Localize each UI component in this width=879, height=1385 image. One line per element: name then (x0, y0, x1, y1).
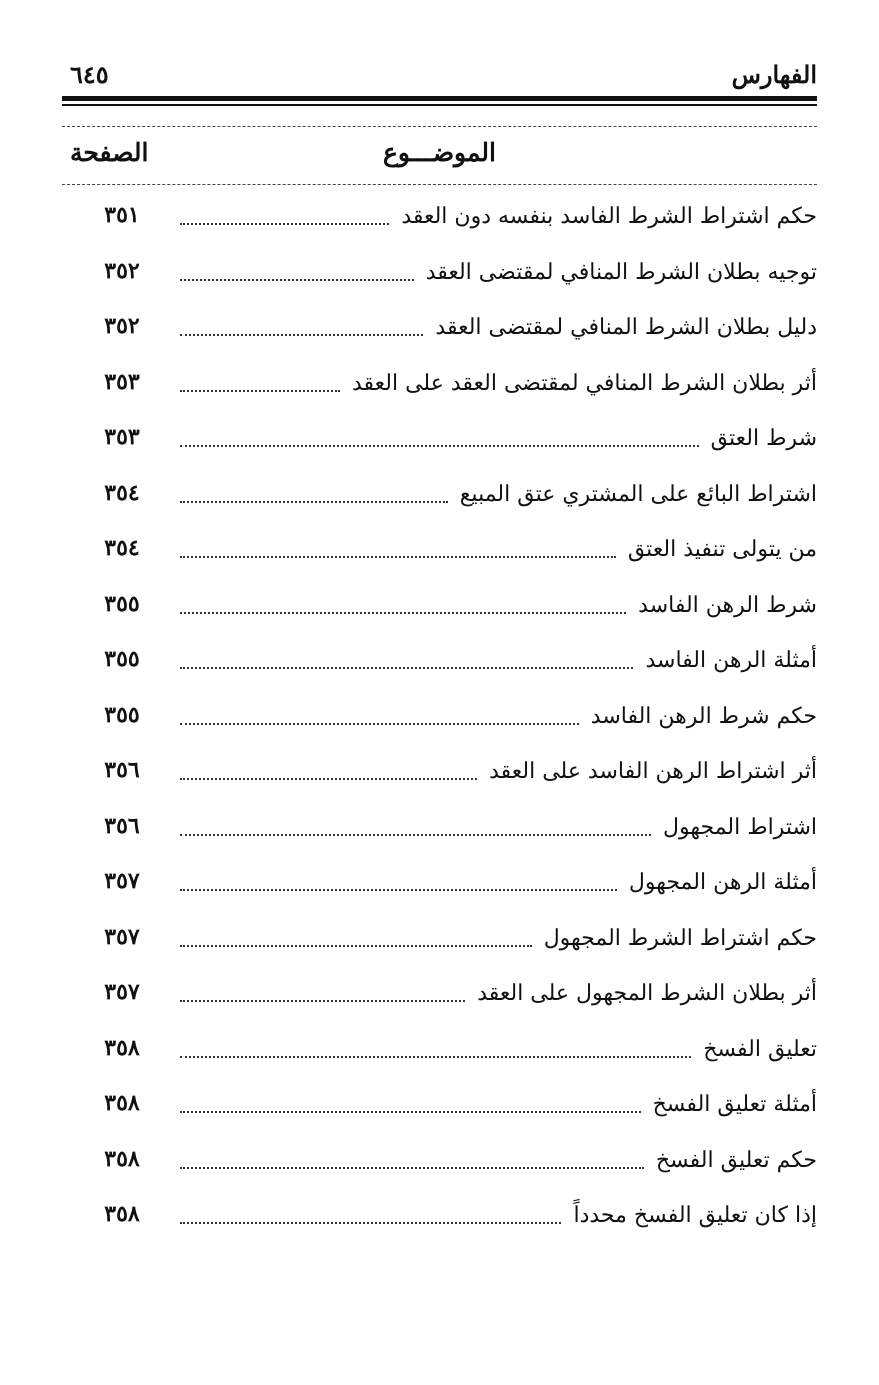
index-entry (62, 194, 817, 250)
index-entry (62, 1027, 817, 1083)
index-entry (62, 638, 817, 694)
dot-leader (180, 1111, 641, 1113)
entry-topic: أمثلة تعليق الفسخ (652, 1092, 817, 1117)
entry-page-number: ٣٥٦ (104, 757, 140, 783)
dot-leader (180, 445, 699, 447)
dot-leader (180, 1167, 644, 1169)
entry-page-number: ٣٥٧ (104, 868, 140, 894)
dot-leader (180, 778, 477, 780)
dot-leader (180, 223, 389, 225)
entry-page-number: ٣٥٢ (104, 313, 140, 339)
dot-leader (180, 334, 423, 336)
dot-leader (180, 667, 633, 669)
dot-leader (180, 390, 340, 392)
running-header (62, 60, 817, 92)
entry-page-number: ٣٥٨ (104, 1145, 140, 1172)
entry-topic: توجيه بطلان الشرط المنافي لمقتضى العقد (425, 259, 817, 285)
index-entry (62, 971, 817, 1027)
index-entries (62, 194, 817, 1249)
entry-topic: أمثلة الرهن المجهول (628, 870, 817, 895)
entry-topic: اشتراط البائع على المشتري عتق المبيع (459, 481, 817, 507)
entry-topic: حكم تعليق الفسخ (655, 1147, 817, 1173)
header-rule-thick (62, 96, 817, 101)
entry-topic: حكم شرط الرهن الفاسد (590, 703, 817, 729)
index-entry (62, 361, 817, 417)
entry-page-number: ٣٥٥ (104, 701, 140, 728)
entry-page-number: ٣٥٧ (104, 923, 140, 950)
topic-column-heading: الموضـــوع (383, 138, 496, 167)
entry-topic: حكم اشتراط الشرط الفاسد بنفسه دون العقد (401, 204, 817, 229)
index-entry (62, 1193, 817, 1249)
entry-page-number: ٣٥٤ (104, 535, 140, 561)
dot-leader (180, 1056, 691, 1058)
page-column-heading: الصفحة (70, 138, 149, 167)
dot-leader (180, 945, 532, 947)
entry-topic: أمثلة الرهن الفاسد (645, 648, 817, 673)
entry-topic: حكم اشتراط الشرط المجهول (543, 925, 817, 951)
index-entry (62, 305, 817, 361)
entry-topic: من يتولى تنفيذ العتق (627, 537, 817, 562)
entry-topic: أثر بطلان الشرط المنافي لمقتضى العقد على العقد (352, 370, 817, 396)
column-headings (62, 138, 817, 178)
heading-divider-top (62, 126, 817, 127)
header-rule-thin (62, 104, 817, 106)
index-entry (62, 583, 817, 639)
entry-topic: إذا كان تعليق الفسخ محدداً (573, 1203, 817, 1228)
index-entry (62, 250, 817, 306)
entry-topic: تعليق الفسخ (703, 1036, 817, 1062)
entry-page-number: ٣٥٨ (104, 1034, 140, 1061)
index-entry (62, 694, 817, 750)
dot-leader (180, 723, 579, 725)
entry-page-number: ٣٥٦ (104, 812, 140, 839)
dot-leader (180, 834, 651, 836)
index-entry (62, 416, 817, 472)
index-entry (62, 1082, 817, 1138)
entry-page-number: ٣٥٨ (104, 1201, 140, 1227)
index-entry (62, 805, 817, 861)
entry-page-number: ٣٥٥ (104, 590, 140, 617)
index-entry (62, 1138, 817, 1194)
entry-page-number: ٣٥٣ (104, 424, 140, 450)
entry-page-number: ٣٥٧ (104, 979, 140, 1005)
entry-page-number: ٣٥٨ (104, 1090, 140, 1116)
entry-page-number: ٣٥٤ (104, 479, 140, 506)
entry-topic: اشتراط المجهول (663, 814, 817, 840)
entry-page-number: ٣٥١ (104, 202, 140, 228)
entry-topic: أثر اشتراط الرهن الفاسد على العقد (489, 759, 817, 784)
page-number: ٦٤٥ (70, 60, 109, 89)
dot-leader (180, 1000, 465, 1002)
dot-leader (180, 556, 616, 558)
entry-page-number: ٣٥٥ (104, 646, 140, 672)
entry-page-number: ٣٥٢ (104, 257, 140, 284)
entry-topic: شرط الرهن الفاسد (638, 592, 817, 618)
index-entry (62, 472, 817, 528)
heading-divider-bottom (62, 184, 817, 185)
running-title: الفهارس (731, 60, 817, 89)
index-entry (62, 860, 817, 916)
index-entry (62, 749, 817, 805)
entry-topic: دليل بطلان الشرط المنافي لمقتضى العقد (435, 315, 817, 340)
dot-leader (180, 279, 414, 281)
entry-topic: أثر بطلان الشرط المجهول على العقد (477, 981, 817, 1006)
dot-leader (180, 1222, 561, 1224)
entry-page-number: ٣٥٣ (104, 368, 140, 395)
dot-leader (180, 612, 626, 614)
index-entry (62, 527, 817, 583)
index-entry (62, 916, 817, 972)
entry-topic: شرط العتق (710, 426, 817, 451)
dot-leader (180, 501, 448, 503)
dot-leader (180, 889, 617, 891)
